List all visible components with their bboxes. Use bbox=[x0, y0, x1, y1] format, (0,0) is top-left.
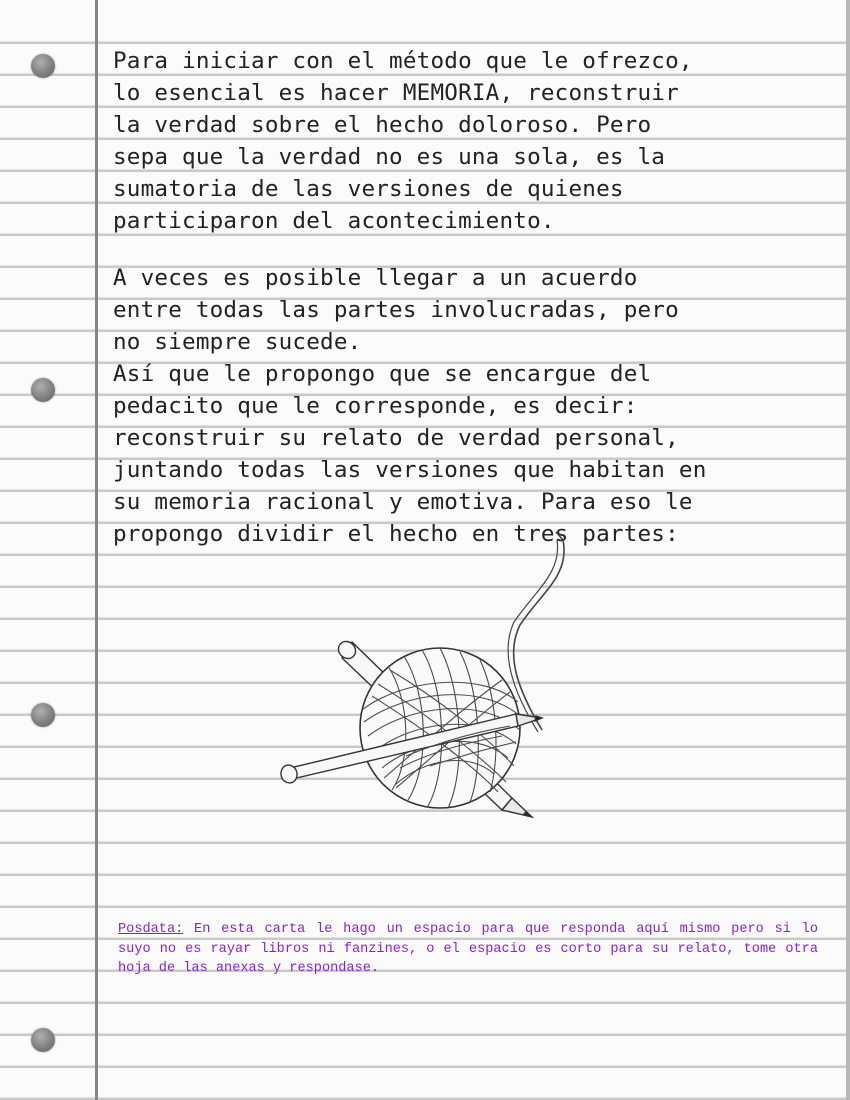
postscript-label: Posdata: bbox=[118, 922, 184, 937]
text-line: juntando todas las versiones que habitan en bbox=[113, 457, 707, 483]
punch-hole-icon bbox=[31, 378, 55, 402]
text-line: sumatoria de las versiones de quienes bbox=[113, 176, 624, 202]
text-line: pedacito que le corresponde, es decir: bbox=[113, 393, 638, 419]
punch-hole-icon bbox=[31, 703, 55, 727]
page-edge bbox=[846, 0, 850, 1100]
punch-hole-icon bbox=[31, 54, 55, 78]
postscript bbox=[118, 920, 818, 979]
postscript-text: En esta carta le hago un espacio para que responda aquí mismo pero si lo suyo no es rayar libros ni fanzines, o el espacio es corto para su relato, tome otra hoja de las anexas y respondase. bbox=[118, 922, 818, 976]
text-line: propongo dividir el hecho en tres partes: bbox=[113, 521, 679, 547]
text-line: A veces es posible llegar a un acuerdo bbox=[113, 265, 638, 291]
margin-line bbox=[95, 0, 98, 1100]
paragraph-2 bbox=[113, 262, 843, 550]
yarn-ball-with-pencils-icon bbox=[280, 530, 570, 840]
text-line: no siempre sucede. bbox=[113, 329, 362, 355]
text-line: su memoria racional y emotiva. Para eso le bbox=[113, 489, 693, 515]
text-line: Para iniciar con el método que le ofrezco, bbox=[113, 48, 693, 74]
text-line: sepa que la verdad no es una sola, es la bbox=[113, 144, 666, 170]
paragraph-1 bbox=[113, 45, 843, 237]
text-line: lo esencial es hacer MEMORIA, reconstruir bbox=[113, 80, 679, 106]
text-line: Así que le propongo que se encargue del bbox=[113, 361, 652, 387]
text-line: participaron del acontecimiento. bbox=[113, 208, 555, 234]
text-line: entre todas las partes involucradas, pero bbox=[113, 297, 679, 323]
punch-hole-icon bbox=[31, 1028, 55, 1052]
text-line: reconstruir su relato de verdad personal, bbox=[113, 425, 679, 451]
text-line: la verdad sobre el hecho doloroso. Pero bbox=[113, 112, 652, 138]
